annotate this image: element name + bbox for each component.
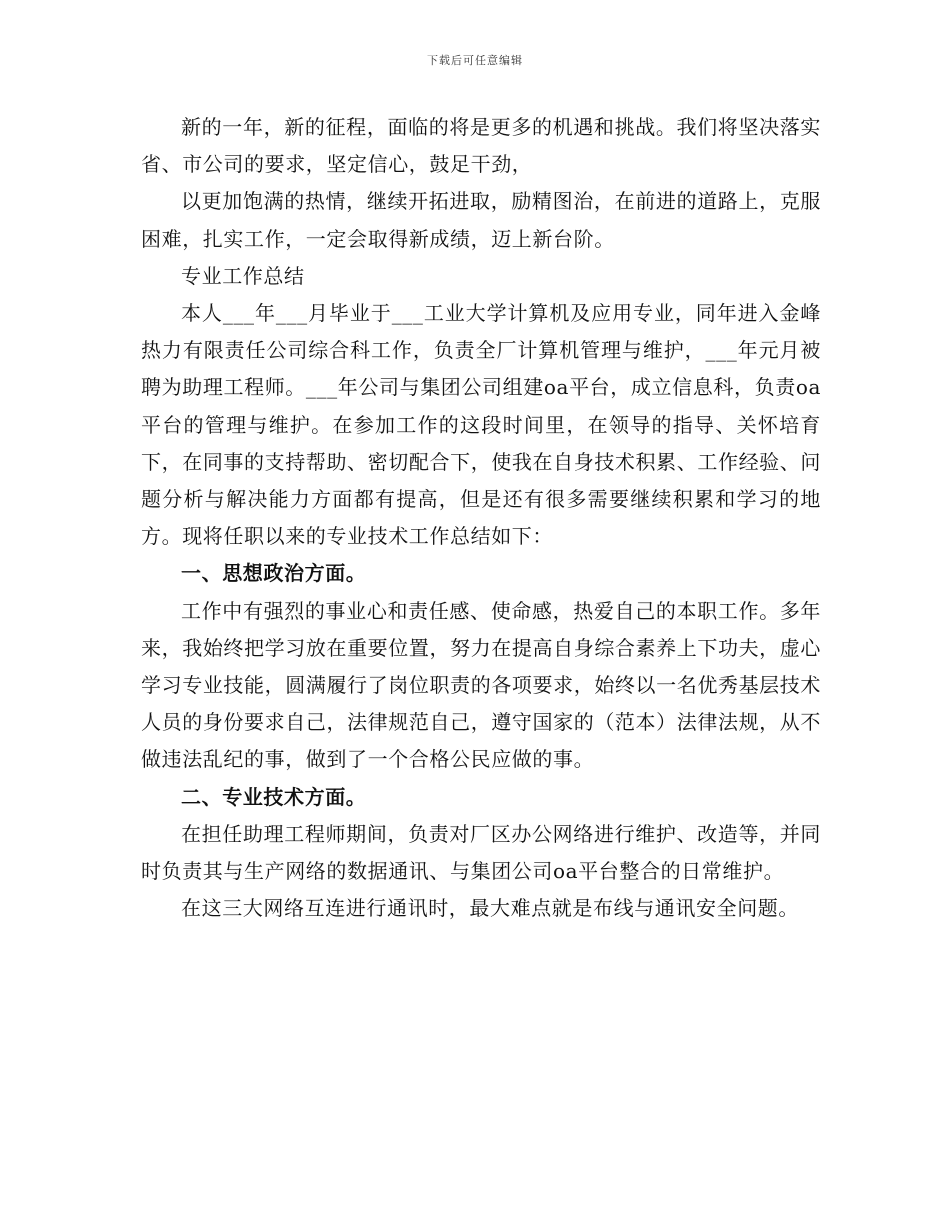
paragraph: 新的一年，新的征程，面临的将是更多的机遇和挑战。我们将坚决落实省、市公司的要求，坚定信心，鼓足干劲， <box>141 115 821 177</box>
section-heading: 一、思想政治方面。 <box>181 561 367 586</box>
section-heading: 二、专业技术方面。 <box>181 784 367 809</box>
paragraph: 在这三大网络互连进行通讯时，最大难点就是布线与通讯安全问题。 <box>181 896 799 921</box>
document-body <box>141 109 821 927</box>
paragraph: 在担任助理工程师期间，负责对厂区办公网络进行维护、改造等，并同时负责其与生产网络的数据通讯、与集团公司oa平台整合的日常维护。 <box>141 821 821 884</box>
paragraph: 以更加饱满的热情，继续开拓进取，励精图治，在前进的道路上，克服困难，扎实工作，一定会取得新成绩，迈上新台阶。 <box>141 189 821 251</box>
paragraph: 本人___年___月毕业于___工业大学计算机及应用专业，同年进入金峰热力有限责任公司综合科工作，负责全厂计算机管理与维护，___年元月被聘为助理工程师。___年公司与集团公司组建oa平台，成立信息科，负责oa平台的管理与维护。在参加工作的这段时间里，在领导的指导、关怀培育下，在同事的支持帮助、密切配合下，使我在自身技术积累、工作经验、问题分析与解决能力方面都有提高，但是还有很多需要继续积累和学习的地方。现将任职以来的专业技术工作总结如下： <box>141 301 821 549</box>
section-title: 专业工作总结 <box>181 263 305 288</box>
paragraph: 工作中有强烈的事业心和责任感、使命感，热爱自己的本职工作。多年来，我始终把学习放在重要位置，努力在提高自身综合素养上下功夫，虚心学习专业技能，圆满履行了岗位职责的各项要求，始终以一名优秀基层技术人员的身份要求自己，法律规范自己，遵守国家的（范本）法律法规，从不做违法乱纪的事，做到了一个合格公民应做的事。 <box>141 598 821 772</box>
page-header: 下载后可任意编辑 <box>427 54 523 67</box>
